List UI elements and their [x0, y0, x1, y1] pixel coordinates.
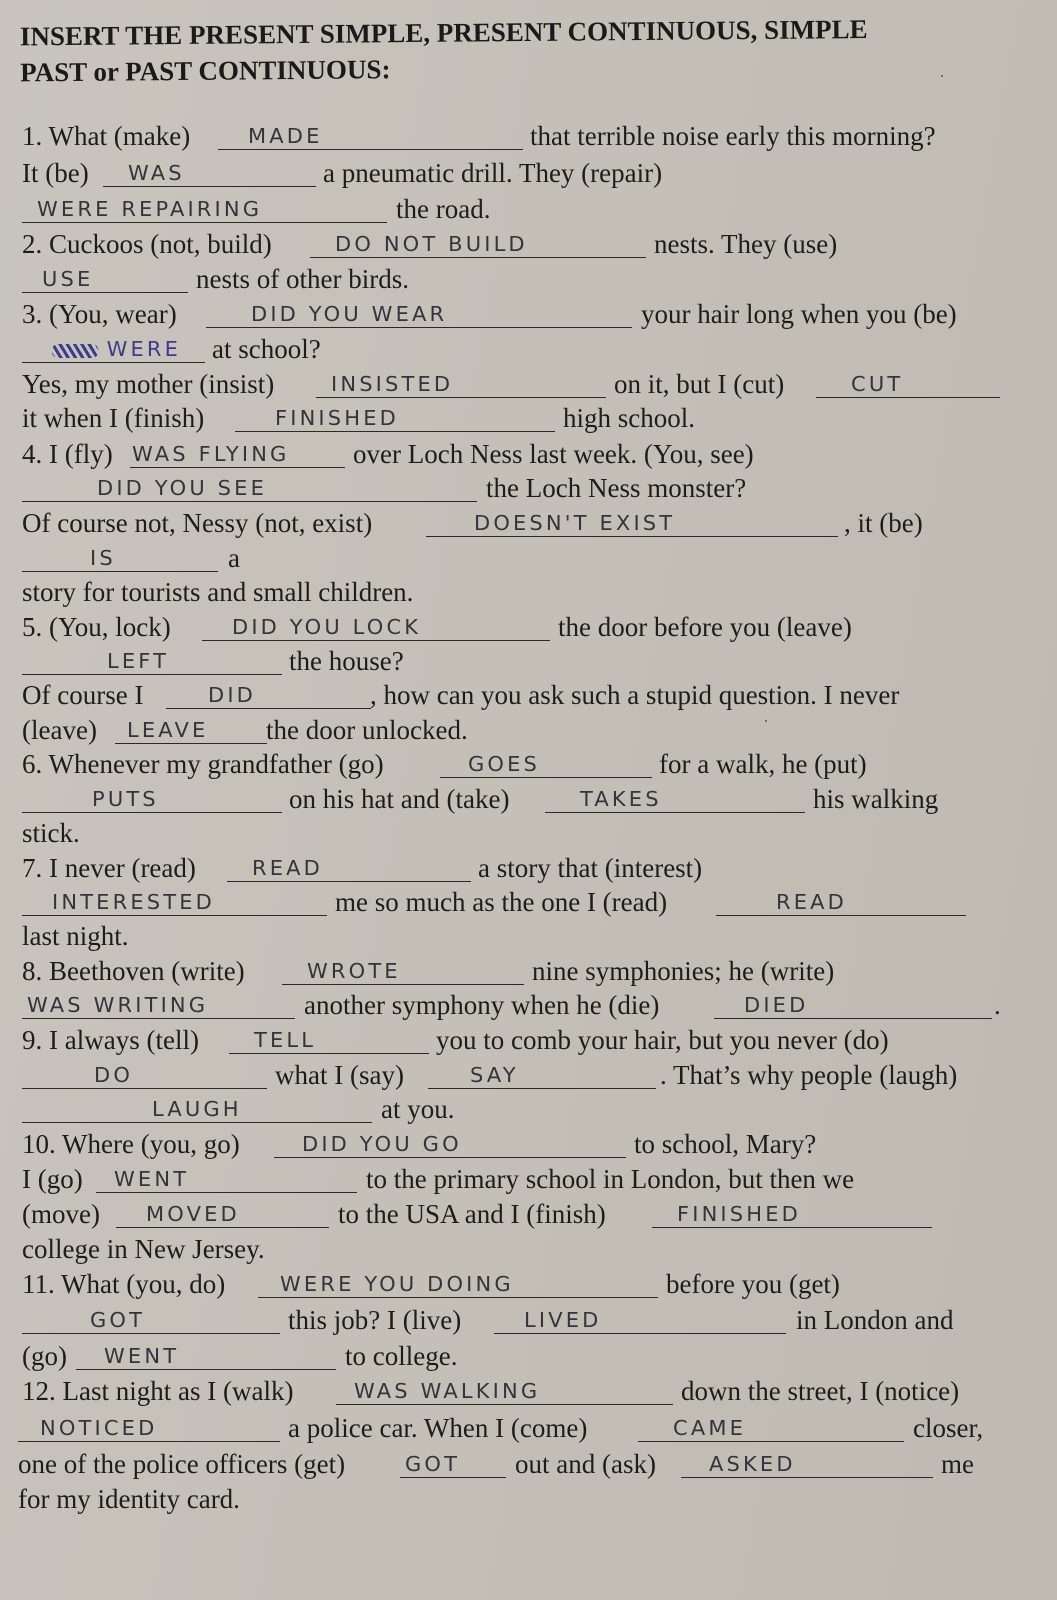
answer-text: DID [208, 683, 256, 707]
exercise-line [0, 226, 1057, 262]
exercise-line [0, 1022, 1057, 1058]
prompt-text: 5. (You, lock) [22, 612, 171, 642]
prompt-text: this job? I (live) [288, 1305, 462, 1335]
prompt-text: a [228, 543, 240, 573]
answer-text: FINISHED [275, 406, 399, 430]
handwritten-answer [307, 959, 401, 983]
answer-blank[interactable] [202, 615, 550, 641]
prompt-text: 12. Last night as I (walk) [22, 1376, 294, 1406]
prompt-text: another symphony when he (die) [304, 990, 660, 1020]
prompt-text: over Loch Ness last week. (You, see) [353, 439, 754, 469]
handwritten-answer [474, 511, 675, 535]
answer-blank[interactable] [428, 1063, 656, 1089]
prompt-text: nests. They (use) [654, 229, 838, 259]
answer-blank[interactable] [22, 993, 295, 1019]
prompt-text: closer, [913, 1413, 984, 1443]
exercise-line [0, 850, 1057, 886]
exercise-line [0, 1266, 1057, 1302]
answer-text: READ [252, 856, 324, 880]
speck [941, 75, 943, 77]
answer-blank[interactable] [816, 372, 1000, 398]
handwritten-answer [331, 372, 453, 396]
prompt-text: 3. (You, wear) [22, 299, 177, 329]
answer-text: GOT [90, 1308, 146, 1332]
handwritten-answer [37, 197, 262, 221]
answer-blank[interactable] [545, 787, 805, 813]
handwritten-answer [208, 683, 256, 707]
exercise-line [0, 1196, 1057, 1232]
handwritten-answer [709, 1452, 796, 1476]
answer-blank[interactable] [22, 1063, 267, 1089]
answer-text: LEAVE [127, 718, 209, 742]
answer-text: GOT [405, 1452, 461, 1476]
prompt-text: down the street, I (notice) [681, 1376, 960, 1406]
answer-text: WAS [128, 161, 185, 185]
answer-text: MOVED [146, 1202, 240, 1226]
prompt-text: before you (get) [666, 1269, 840, 1299]
prompt-text: 2. Cuckoos (not, build) [22, 229, 272, 259]
prompt-text: (move) [22, 1199, 100, 1229]
answer-text: FINISHED [677, 1202, 801, 1226]
answer-blank[interactable] [336, 1379, 673, 1405]
prompt-text: (go) [22, 1341, 67, 1371]
handwritten-answer [52, 890, 215, 914]
exercise-line [0, 155, 1057, 191]
handwritten-answer [524, 1308, 601, 1332]
prompt-text: I (go) [22, 1164, 83, 1194]
answer-blank[interactable] [22, 267, 188, 293]
answer-text: DID YOU SEE [97, 476, 267, 500]
prompt-text: 11. What (you, do) [22, 1269, 226, 1299]
prompt-text: story for tourists and small children. [22, 577, 414, 607]
answer-text: INTERESTED [52, 890, 215, 914]
exercise-line [0, 331, 1057, 367]
prompt-text: your hair long when you (be) [641, 299, 957, 329]
handwritten-answer [92, 787, 159, 811]
handwritten-answer [94, 1063, 133, 1087]
exercise-line [0, 1126, 1057, 1162]
answer-blank[interactable] [130, 442, 345, 468]
handwritten-answer [468, 752, 540, 776]
answer-text: LEFT [107, 649, 170, 673]
prompt-text: the road. [396, 194, 491, 224]
prompt-text: 8. Beethoven (write) [22, 956, 245, 986]
answer-blank[interactable] [494, 1308, 786, 1334]
answer-text: USE [42, 267, 94, 291]
answer-text: WERE [106, 337, 182, 361]
handwritten-answer [152, 1097, 242, 1121]
prompt-text: , how can you ask such a stupid question. I never [370, 680, 900, 710]
handwritten-answer [248, 124, 323, 148]
answer-blank[interactable] [22, 890, 327, 916]
exercise-line [0, 191, 1057, 227]
exercise-line [0, 1161, 1057, 1197]
prompt-text: that terrible noise early this morning? [530, 121, 936, 151]
handwritten-answer [114, 1167, 189, 1191]
answer-blank[interactable] [258, 1272, 658, 1298]
answer-text: NOTICED [40, 1416, 158, 1440]
prompt-text: the Loch Ness monster? [486, 473, 747, 503]
answer-blank[interactable] [714, 993, 992, 1019]
answer-blank[interactable] [229, 1028, 429, 1054]
answer-text: DID YOU GO [302, 1132, 462, 1156]
answer-text: INSISTED [331, 372, 454, 396]
prompt-text: it when I (finish) [22, 403, 205, 433]
answer-text: IS [90, 546, 116, 570]
prompt-text: Of course not, Nessy (not, exist) [22, 508, 373, 538]
answer-blank[interactable] [22, 787, 282, 813]
answer-text: WENT [104, 1344, 180, 1368]
prompt-text: to school, Mary? [634, 1129, 817, 1159]
handwritten-answer [97, 476, 267, 500]
exercise-line [0, 1057, 1057, 1093]
prompt-text: his walking [813, 784, 939, 814]
prompt-text: stick. [22, 818, 80, 848]
exercise-line [0, 677, 1057, 713]
handwritten-answer [251, 302, 447, 326]
exercise-line [0, 296, 1057, 332]
handwritten-answer [776, 890, 847, 914]
handwritten-answer [354, 1379, 540, 1403]
handwritten-answer [127, 718, 208, 742]
answer-text: SAY [470, 1063, 519, 1087]
answer-text: DIED [744, 993, 809, 1017]
answer-text: DOESN'T EXIST [474, 511, 676, 535]
prompt-text: last night. [22, 921, 129, 951]
answer-text: GOES [468, 752, 541, 776]
answer-text: PUTS [92, 787, 159, 811]
answer-blank[interactable] [652, 1202, 932, 1228]
prompt-text: , it (be) [844, 508, 923, 538]
prompt-text: in London and [796, 1305, 954, 1335]
answer-blank[interactable] [235, 406, 555, 432]
handwritten-answer [252, 856, 323, 880]
answer-text: WAS FLYING [132, 442, 290, 466]
handwritten-answer [851, 372, 903, 396]
answer-blank[interactable] [316, 372, 606, 398]
prompt-text: nests of other birds. [196, 264, 409, 294]
answer-blank[interactable] [206, 302, 632, 328]
prompt-text: 1. What (make) [22, 121, 191, 151]
exercise-line [0, 118, 1057, 154]
handwritten-answer [275, 406, 399, 430]
title-line-1: INSERT THE PRESENT SIMPLE, PRESENT CONTINUOUS, SIMPLE [19, 14, 868, 52]
answer-text: LIVED [524, 1308, 602, 1332]
exercise-line [0, 781, 1057, 817]
exercise-line [0, 400, 1057, 436]
answer-blank[interactable] [166, 683, 371, 709]
handwritten-answer [302, 1132, 462, 1156]
prompt-text: (leave) [22, 715, 97, 745]
prompt-text: what I (say) [275, 1060, 404, 1090]
prompt-text: at you. [381, 1094, 455, 1124]
exercise-line [0, 366, 1057, 402]
prompt-text: It (be) [22, 158, 89, 188]
handwritten-answer [146, 1202, 240, 1226]
answer-text: WENT [114, 1167, 190, 1191]
answer-blank[interactable] [681, 1452, 933, 1478]
answer-blank[interactable] [282, 959, 524, 985]
scribble-mark [52, 344, 98, 358]
answer-blank[interactable] [218, 124, 523, 150]
exercise-line [0, 918, 1057, 954]
prompt-text: to the primary school in London, but then we [366, 1164, 855, 1194]
handwritten-answer [744, 993, 808, 1017]
handwritten-answer [40, 1416, 157, 1440]
prompt-text: Of course I [22, 680, 144, 710]
answer-blank[interactable] [18, 1416, 280, 1442]
prompt-text: one of the police officers (get) [18, 1449, 346, 1479]
exercise-line [0, 815, 1057, 851]
answer-blank[interactable] [116, 1202, 329, 1228]
answer-text: ASKED [709, 1452, 796, 1476]
answer-blank[interactable] [274, 1132, 626, 1158]
prompt-text: 6. Whenever my grandfather (go) [22, 749, 384, 779]
answer-text: READ [776, 890, 848, 914]
handwritten-answer [42, 267, 93, 291]
handwritten-answer [232, 615, 421, 639]
prompt-text: college in New Jersey. [22, 1234, 265, 1264]
exercise-line [0, 953, 1057, 989]
answer-blank[interactable] [22, 337, 205, 363]
answer-blank[interactable] [22, 546, 218, 572]
prompt-text: 9. I always (tell) [22, 1025, 199, 1055]
title-line-2: PAST or PAST CONTINUOUS: [20, 54, 391, 88]
answer-text: DO NOT BUILD [335, 232, 528, 256]
answer-text: DO [94, 1063, 134, 1087]
exercise-line [0, 1091, 1057, 1127]
prompt-text: the door before you (leave) [558, 612, 852, 642]
handwritten-answer [335, 232, 528, 256]
answer-blank[interactable] [400, 1452, 506, 1478]
prompt-text: 4. I (fly) [22, 439, 113, 469]
handwritten-answer [405, 1452, 460, 1476]
exercise-line [0, 643, 1057, 679]
answer-text: CUT [851, 372, 904, 396]
exercise-line [0, 436, 1057, 472]
exercise-line [0, 1446, 1057, 1482]
exercise-line [0, 1302, 1057, 1338]
exercise-line [0, 540, 1057, 576]
answer-blank[interactable] [103, 161, 316, 187]
answer-blank[interactable] [76, 1344, 336, 1370]
exercise-line [0, 884, 1057, 920]
handwritten-answer [470, 1063, 519, 1087]
handwritten-answer [254, 1028, 316, 1052]
handwritten-answer [580, 787, 662, 811]
handwritten-answer [27, 993, 208, 1017]
answer-blank[interactable] [22, 1308, 280, 1334]
answer-text: WAS WRITING [27, 993, 209, 1017]
prompt-text: . That’s why people (laugh) [660, 1060, 958, 1090]
exercise-line [0, 261, 1057, 297]
handwritten-answer [104, 1344, 179, 1368]
exercise-line [0, 712, 1057, 748]
prompt-text: . [994, 990, 1001, 1020]
answer-text: WERE YOU DOING [280, 1272, 514, 1296]
exercise-line [0, 1231, 1057, 1267]
answer-blank[interactable] [638, 1416, 904, 1442]
handwritten-answer [673, 1416, 746, 1440]
prompt-text: me [941, 1449, 974, 1479]
exercise-line [0, 470, 1057, 506]
handwritten-answer [52, 337, 181, 361]
prompt-text: to the USA and I (finish) [338, 1199, 606, 1229]
exercise-line [0, 1373, 1057, 1409]
worksheet-title [20, 10, 1031, 91]
prompt-text: to college. [345, 1341, 458, 1371]
prompt-text: a story that (interest) [478, 853, 703, 883]
answer-text: WERE REPAIRING [37, 197, 263, 221]
prompt-text: you to comb your hair, but you never (do) [436, 1025, 889, 1055]
prompt-text: a police car. When I (come) [288, 1413, 588, 1443]
answer-blank[interactable] [426, 511, 838, 537]
answer-blank[interactable] [22, 197, 387, 223]
handwritten-answer [280, 1272, 514, 1296]
answer-blank[interactable] [716, 890, 966, 916]
answer-blank[interactable] [22, 1097, 372, 1123]
exercise-line [0, 1481, 1057, 1517]
handwritten-answer [677, 1202, 801, 1226]
speck [765, 720, 767, 722]
prompt-text: me so much as the one I (read) [335, 887, 668, 917]
prompt-text: the door unlocked. [266, 715, 468, 745]
handwritten-answer [90, 1308, 145, 1332]
prompt-text: the house? [289, 646, 404, 676]
prompt-text: a pneumatic drill. They (repair) [323, 158, 663, 188]
exercise-line [0, 505, 1057, 541]
answer-text: WAS WALKING [354, 1379, 541, 1403]
prompt-text: 7. I never (read) [22, 853, 196, 883]
handwritten-answer [107, 649, 169, 673]
answer-blank[interactable] [115, 718, 267, 744]
prompt-text: at school? [212, 334, 321, 364]
handwritten-answer [128, 161, 185, 185]
prompt-text: nine symphonies; he (write) [532, 956, 835, 986]
exercise-line [0, 1410, 1057, 1446]
prompt-text: on his hat and (take) [289, 784, 510, 814]
answer-text: DID YOU WEAR [251, 302, 448, 326]
exercise-line [0, 746, 1057, 782]
exercise-line [0, 574, 1057, 610]
answer-blank[interactable] [22, 476, 477, 502]
answer-text: CAME [673, 1416, 747, 1440]
answer-blank[interactable] [227, 856, 471, 882]
prompt-text: on it, but I (cut) [614, 369, 785, 399]
exercise-line [0, 609, 1057, 645]
prompt-text: 10. Where (you, go) [22, 1129, 240, 1159]
prompt-text: for a walk, he (put) [659, 749, 867, 779]
answer-blank[interactable] [440, 752, 652, 778]
prompt-text: Yes, my mother (insist) [22, 369, 275, 399]
prompt-text: high school. [563, 403, 695, 433]
answer-blank[interactable] [96, 1167, 357, 1193]
answer-text: TELL [254, 1028, 317, 1052]
prompt-text: for my identity card. [18, 1484, 240, 1514]
answer-text: WROTE [307, 959, 401, 983]
answer-text: DID YOU LOCK [232, 615, 422, 639]
handwritten-answer [90, 546, 116, 570]
handwritten-answer [132, 442, 289, 466]
exercise-line [0, 987, 1057, 1023]
prompt-text: out and (ask) [515, 1449, 656, 1479]
answer-blank[interactable] [310, 232, 646, 258]
answer-text: TAKES [580, 787, 662, 811]
answer-text: LAUGH [152, 1097, 242, 1121]
exercise-line [0, 1338, 1057, 1374]
answer-blank[interactable] [22, 649, 282, 675]
answer-text: MADE [248, 124, 323, 148]
